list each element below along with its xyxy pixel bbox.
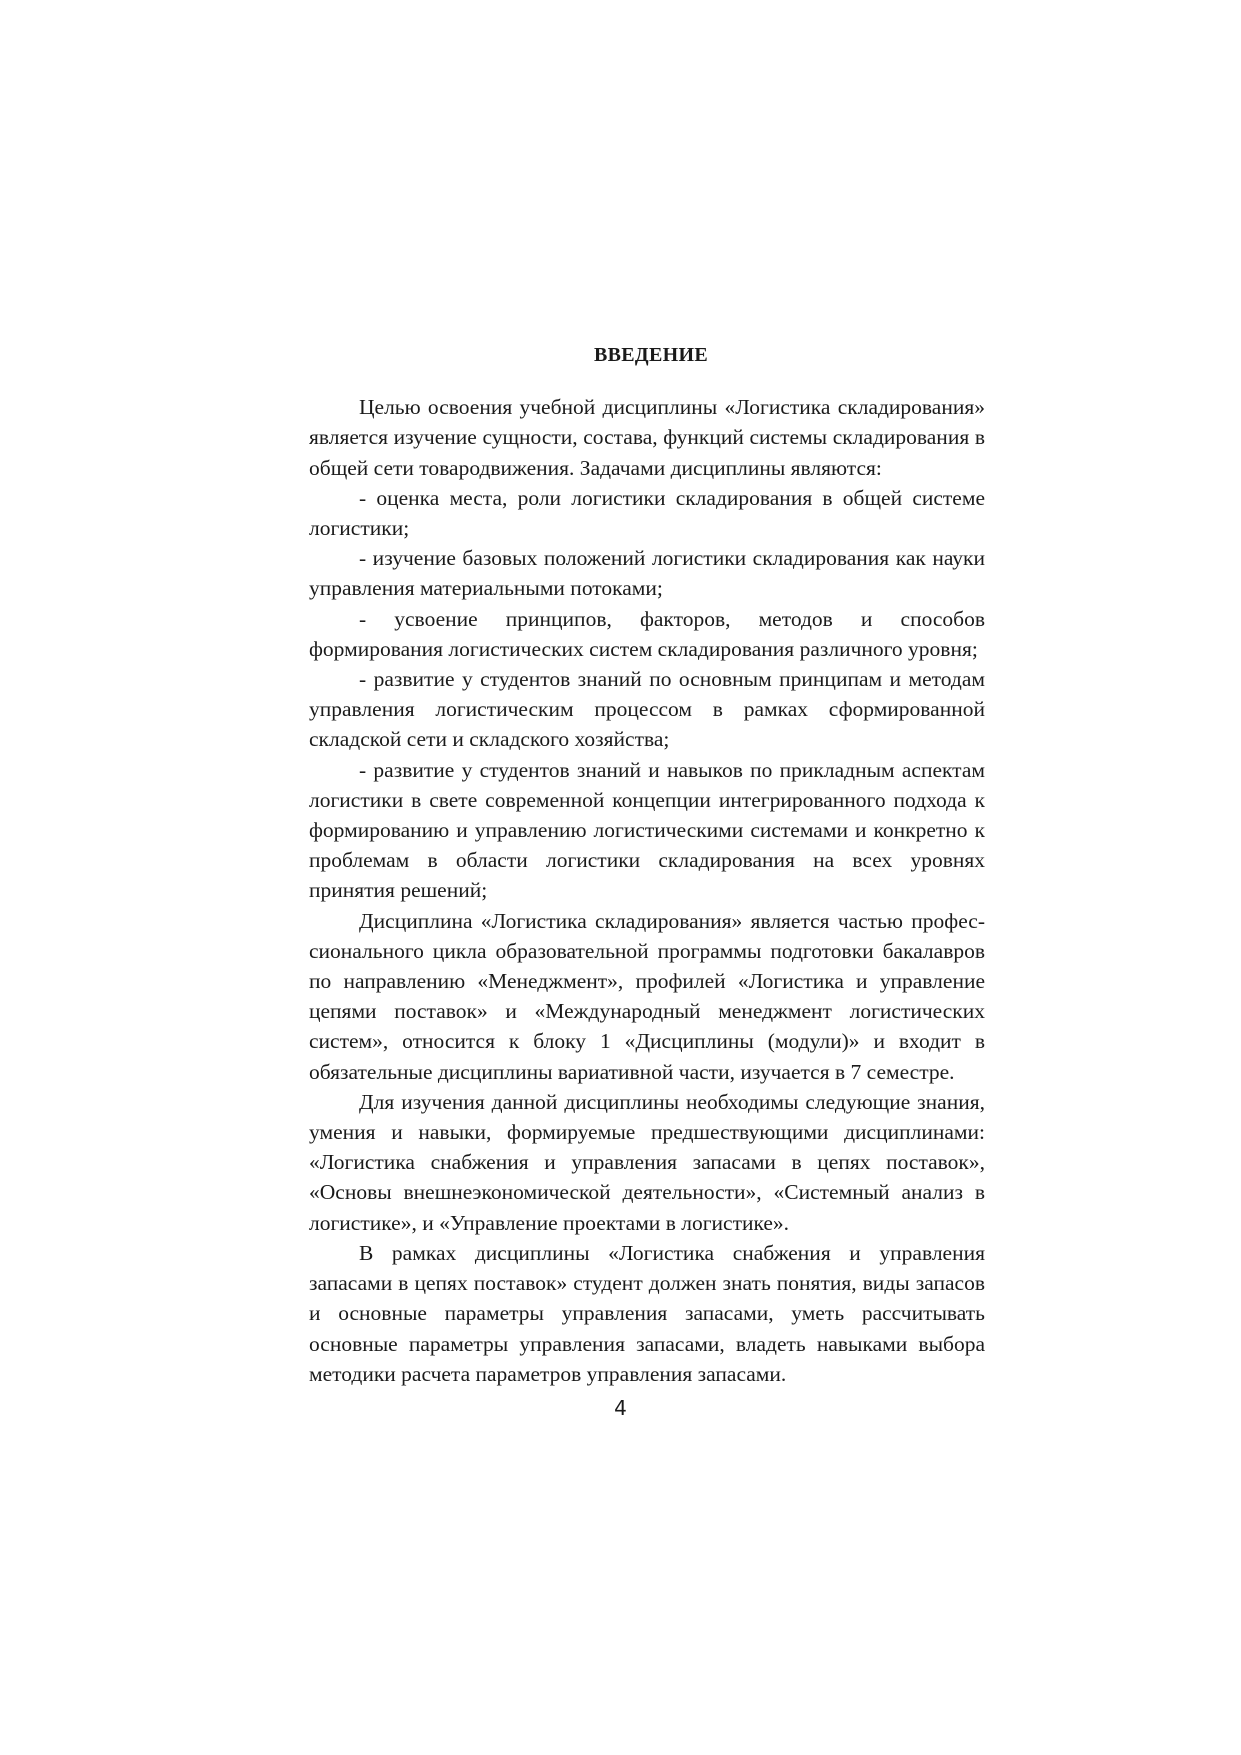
page-number: 4 — [614, 1396, 627, 1420]
task-item: - развитие у студентов знаний по основным принципам и методам управления логистическим процессом в рамках сформированной складской сети и складского хозяйства; — [309, 667, 985, 752]
task-item: - усвоение принципов, факторов, методов и способов формирования логистических систем складирования различного уровня; — [309, 606, 985, 661]
body-paragraph: Дисциплина «Логистика складирования» является частью профессионального цикла образовательной программы подготовки бакалавров по направлению «Менеджмент», профилей «Логистика и управление цепями поставок» и «Международный менеджмент логистических систем», относится к блоку 1 «Дисциплины (модули)» и входит в обязательные дисциплины вариативной части, изучается в 7 семестре. — [309, 908, 985, 1084]
intro-paragraph: Целью освоения учебной дисциплины «Логистика складирования» является изучение сущности, состава, функций системы складирования в общей сети товародвижения. Задачами дисциплины являются: — [309, 395, 985, 480]
body-paragraph: В рамках дисциплины «Логистика снабжения и управления запасами в цепях поставок» студент должен знать понятия, виды запасов и основные параметры управления запасами, уметь рассчитывать основные параметры управления запасами, владеть навыками выбора методики расчета параметров управления запасами. — [309, 1240, 985, 1386]
task-item: - изучение базовых положений логистики складирования как науки управления материальными потоками; — [309, 546, 985, 601]
page-title: ВВЕДЕНИЕ — [594, 344, 708, 366]
body-paragraph: Для изучения данной дисциплины необходимы следующие знания, умения и навыки, формируемые предшествующими дисциплинами: «Логистика снабжения и управления запасами в цепях поставок», «Основы внешнеэкономической деятельности», «Системный анализ в логистике», и «Управление проектами в логистике». — [309, 1089, 985, 1235]
task-item: - оценка места, роли логистики складирования в общей системе логистики; — [309, 485, 985, 541]
task-item: - развитие у студентов знаний и навыков по прикладным аспектам логистики в свете современной концепции интегрированного подхода к формированию и управлению логистическими системами и конкретно к проблемам в области логистики складирования на всех уровнях принятия решений; — [309, 757, 985, 903]
document-body — [309, 340, 985, 1389]
